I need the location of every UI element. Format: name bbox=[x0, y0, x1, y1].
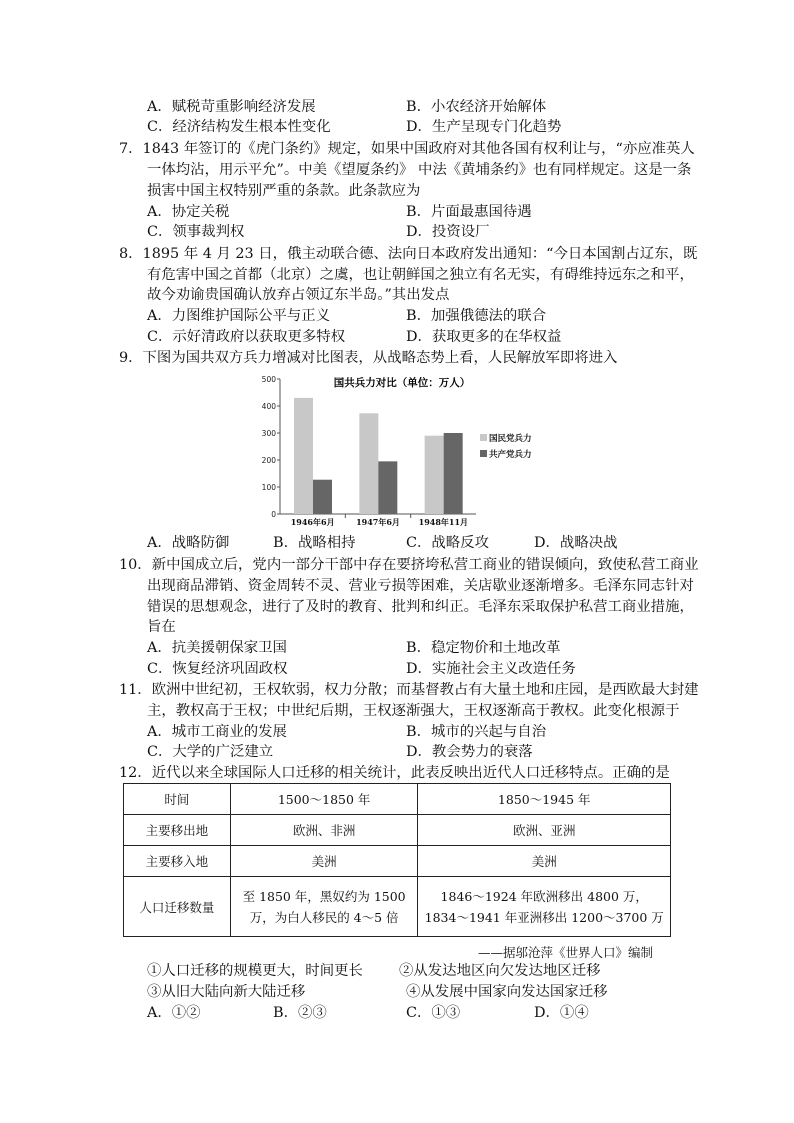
q12-stem: 12．近代以来全球国际人口迁移的相关统计，此表反映出近代人口迁移特点。正确的是 bbox=[119, 765, 670, 781]
q10-option-b: B．稳定物价和土地改革 bbox=[406, 640, 561, 656]
q9-option-c: C．战略反攻 bbox=[406, 535, 489, 551]
q8-stem-line-2: 有危害中国之首都（北京）之虞，也让朝鲜国之独立有名无实，有碍维持远东之和平， bbox=[147, 267, 694, 283]
q8-option-d: D．获取更多的在华权益 bbox=[406, 329, 562, 345]
table-row bbox=[124, 815, 671, 846]
table-cell-line: 万，为白人移民的 4～5 倍 bbox=[249, 909, 399, 925]
chart-title: 国共兵力对比（单位：万人） bbox=[333, 377, 471, 389]
table-cell bbox=[230, 877, 418, 937]
bar-kmt-2 bbox=[425, 436, 444, 514]
table-cell-line: 1846～1924 年欧洲移出 4800 万， bbox=[440, 888, 648, 904]
legend-swatch bbox=[480, 434, 487, 441]
q12-statement-3: ③从旧大陆向新大陆迁移 bbox=[147, 984, 306, 1000]
q7-stem-line-3: 损害中国主权特别严重的条款。此条款应为 bbox=[147, 183, 421, 199]
bar-kmt-1 bbox=[359, 413, 378, 514]
q11-option-c: C．大学的广泛建立 bbox=[147, 744, 274, 760]
bar-cpc-2 bbox=[444, 433, 463, 514]
bar-kmt-0 bbox=[294, 398, 313, 514]
q12-option-b: B．②③ bbox=[273, 1005, 327, 1021]
q10-stem-line-3: 错误的思想观念，进行了及时的教育、批判和纠正。毛泽东采取保护私营工商业措施， bbox=[147, 599, 694, 615]
chart-legend bbox=[480, 433, 532, 460]
q10-option-d: D．实施社会主义改造任务 bbox=[406, 661, 576, 677]
y-tick-label: 300 bbox=[261, 429, 276, 438]
table-cell: 主要移入地 bbox=[124, 846, 231, 877]
q6-option-b: B．小农经济开始解体 bbox=[406, 99, 547, 115]
chart-x-labels bbox=[291, 514, 468, 527]
q6-option-c: C．经济结构发生根本性变化 bbox=[147, 119, 331, 135]
table-header-cell: 时间 bbox=[124, 784, 231, 815]
q6-option-a: A．赋税苛重影响经济发展 bbox=[147, 99, 316, 115]
q11-option-b: B．城市的兴起与自治 bbox=[406, 724, 547, 740]
table-row bbox=[124, 846, 671, 877]
q8-option-a: A．力图维护国际公平与正义 bbox=[147, 308, 331, 324]
q11-option-d: D．教会势力的衰落 bbox=[406, 744, 533, 760]
x-tick-label: 1946年6月 bbox=[290, 517, 335, 527]
y-tick-label: 0 bbox=[271, 510, 276, 519]
table-cell-line: 至 1850 年，黑奴约为 1500 bbox=[242, 888, 406, 904]
q7-stem-line-1: 7．1843 年签订的《虎门条约》规定，如果中国政府对其他各国有权利让与，“亦应准英人 bbox=[119, 141, 695, 157]
y-tick-label: 200 bbox=[261, 456, 276, 465]
q9-option-d: D．战略决战 bbox=[534, 535, 618, 551]
y-tick-label: 400 bbox=[261, 402, 276, 411]
table-cell: 主要移出地 bbox=[124, 815, 231, 846]
q7-stem-line-2: 一体均沾，用示平允”。中美《望厦条约》 中法《黄埔条约》也有同样规定。这是一条 bbox=[147, 162, 692, 178]
table-row bbox=[124, 877, 671, 937]
table-header-cell: 1500～1850 年 bbox=[230, 784, 418, 815]
q10-option-a: A．抗美援朝保家卫国 bbox=[147, 640, 287, 656]
force-comparison-chart bbox=[258, 371, 540, 529]
q7-option-b: B．片面最惠国待遇 bbox=[406, 204, 532, 220]
legend-swatch bbox=[480, 450, 487, 457]
table-cell-line: 1834～1941 年亚洲移出 1200～3700 万 bbox=[424, 909, 664, 925]
q10-option-c: C．恢复经济巩固政权 bbox=[147, 661, 288, 677]
q8-option-c: C．示好清政府以获取更多特权 bbox=[147, 329, 346, 345]
q7-option-c: C．领事裁判权 bbox=[147, 224, 245, 240]
q7-option-d: D．投资设厂 bbox=[406, 224, 490, 240]
table-cell: 欧洲、非洲 bbox=[230, 815, 418, 846]
table-source: ——据邬沧萍《世界人口》编制 bbox=[478, 945, 654, 960]
table-cell bbox=[418, 877, 671, 937]
bar-cpc-0 bbox=[313, 480, 332, 514]
table-header-row bbox=[124, 784, 671, 815]
q9-stem: 9．下图为国共双方兵力增减对比图表，从战略态势上看，人民解放军即将进入 bbox=[119, 350, 618, 366]
q11-stem-line-1: 11．欧洲中世纪初，王权软弱，权力分散；而基督教占有大量土地和庄园，是西欧最大封建 bbox=[119, 682, 699, 698]
legend-label: 国民党兵力 bbox=[489, 434, 532, 444]
q12-statement-1: ①人口迁移的规模更大，时间更长 bbox=[147, 963, 363, 979]
q11-stem-line-2: 主，教权高于王权；中世纪后期，王权逐渐强大，王权逐渐高于教权。此变化根源于 bbox=[147, 703, 680, 719]
y-tick-label: 100 bbox=[261, 483, 276, 492]
q12-option-d: D．①④ bbox=[534, 1005, 589, 1021]
x-tick-label: 1948年11月 bbox=[418, 517, 469, 527]
q10-stem-line-4: 旨在 bbox=[147, 619, 176, 635]
table-cell: 美洲 bbox=[418, 846, 671, 877]
q8-stem-line-3: 故今劝谕贵国确认放弃占领辽东半岛。”其出发点 bbox=[147, 287, 450, 303]
q12-option-a: A．①② bbox=[147, 1005, 201, 1021]
q10-stem-line-1: 10．新中国成立后，党内一部分干部中存在要挤垮私营工商业的错误倾向，致使私营工商业 bbox=[119, 557, 699, 573]
q9-option-b: B．战略相持 bbox=[273, 535, 356, 551]
q11-option-a: A．城市工商业的发展 bbox=[147, 724, 287, 740]
y-tick-label: 500 bbox=[261, 375, 276, 384]
q10-stem-line-2: 出现商品滞销、资金周转不灵、营业亏损等困难，关店歇业逐渐增多。毛泽东同志针对 bbox=[147, 578, 694, 594]
migration-table bbox=[123, 783, 671, 937]
table-cell: 美洲 bbox=[230, 846, 418, 877]
chart-bars bbox=[294, 398, 463, 514]
q6-option-d: D．生产呈现专门化趋势 bbox=[406, 119, 562, 135]
q9-option-a: A．战略防御 bbox=[147, 535, 230, 551]
table-cell: 欧洲、亚洲 bbox=[418, 815, 671, 846]
q12-option-c: C．①③ bbox=[406, 1005, 461, 1021]
table-cell: 人口迁移数量 bbox=[124, 877, 231, 937]
q12-statement-4: ④从发展中国家向发达国家迁移 bbox=[406, 984, 608, 1000]
q8-stem-line-1: 8．1895 年 4 月 23 日，俄主动联合德、法向日本政府发出通知：“今日本国割占辽东，既 bbox=[119, 246, 698, 262]
bar-cpc-1 bbox=[378, 461, 397, 514]
chart-y-ticks bbox=[262, 375, 280, 519]
q7-option-a: A．协定关税 bbox=[147, 204, 230, 220]
q12-statement-2: ②从发达地区向欠发达地区迁移 bbox=[399, 963, 601, 979]
x-tick-label: 1947年6月 bbox=[356, 517, 400, 527]
q8-option-b: B．加强俄德法的联合 bbox=[406, 308, 547, 324]
table-header-cell: 1850～1945 年 bbox=[418, 784, 671, 815]
legend-label: 共产党兵力 bbox=[489, 450, 532, 460]
